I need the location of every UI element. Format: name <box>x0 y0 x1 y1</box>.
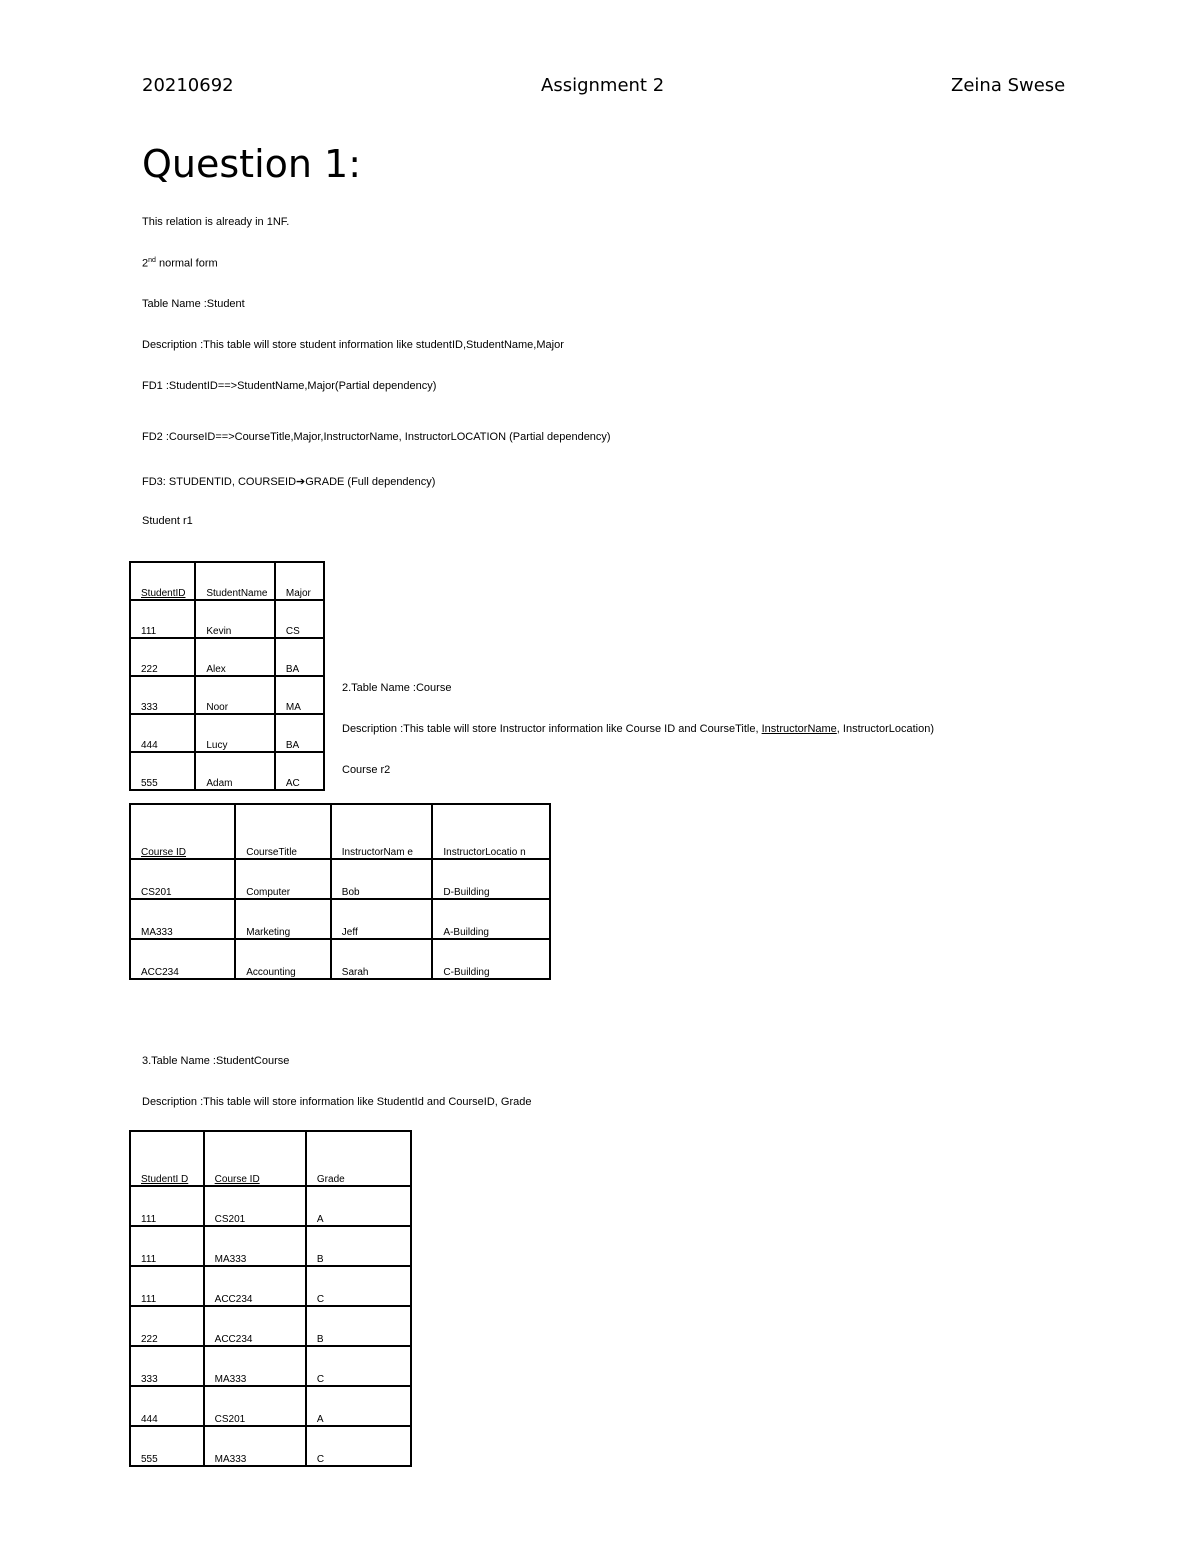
table-row <box>130 1346 411 1386</box>
t1-desc: Description :This table will store student information like studentID,StudentName,Major <box>142 339 564 351</box>
header-cell <box>195 562 275 600</box>
cell-text: B <box>316 1334 324 1345</box>
cell-text: 444 <box>141 1414 158 1425</box>
t2-desc-underlined: InstructorName <box>761 723 837 735</box>
table-cell <box>130 638 195 676</box>
table-cell <box>195 600 275 638</box>
cell-text: 333 <box>141 702 158 713</box>
table-cell <box>130 1306 204 1346</box>
r1-label: Student r1 <box>142 515 193 527</box>
cell-text: 333 <box>141 1374 158 1385</box>
table-cell <box>275 600 324 638</box>
cell-text: CS <box>285 626 300 637</box>
table-cell <box>432 899 550 939</box>
header-cell <box>130 562 195 600</box>
table-cell <box>204 1266 306 1306</box>
cell-text: 111 <box>141 1214 157 1225</box>
table-row <box>130 676 324 714</box>
table-cell <box>306 1346 411 1386</box>
table-header-row <box>130 562 324 600</box>
cell-text: Kevin <box>206 626 232 637</box>
table-row <box>130 638 324 676</box>
fd1: FD1 :StudentID==>StudentName,Major(Partial dependency) <box>142 380 437 392</box>
table-cell <box>275 752 324 790</box>
table-cell <box>130 600 195 638</box>
student-table <box>129 561 325 791</box>
table-cell <box>204 1226 306 1266</box>
cell-text: Adam <box>206 778 233 789</box>
table-cell <box>130 752 195 790</box>
cell-text: CS201 <box>214 1414 246 1425</box>
table-cell <box>235 859 331 899</box>
table-cell <box>235 939 331 979</box>
table-cell <box>204 1426 306 1466</box>
nf2-prefix: 2 <box>142 257 149 270</box>
nf2-line <box>142 257 218 270</box>
cell-text: Bob <box>341 887 360 898</box>
t2-desc <box>342 723 934 735</box>
cell-text: Jeff <box>341 927 358 938</box>
table-cell <box>432 859 550 899</box>
course-table <box>129 803 551 980</box>
cell-text: Marketing <box>246 927 291 938</box>
t3-desc: Description :This table will store information like StudentId and CourseID, Grade <box>142 1096 532 1108</box>
cell-text: ACC234 <box>214 1334 253 1345</box>
cell-text: MA333 <box>214 1254 247 1265</box>
table-cell <box>275 676 324 714</box>
cell-text: 222 <box>141 1334 158 1345</box>
cell-text: Noor <box>206 702 229 713</box>
table-cell <box>306 1306 411 1346</box>
table-cell <box>235 899 331 939</box>
cell-text: 222 <box>141 664 158 675</box>
cell-text: C <box>316 1454 325 1465</box>
table-cell <box>195 714 275 752</box>
header-title: Assignment 2 <box>541 75 665 96</box>
t3-name: 3.Table Name :StudentCourse <box>142 1055 290 1067</box>
cell-text: StudentID <box>141 588 186 599</box>
table-cell <box>275 638 324 676</box>
cell-text: CS201 <box>141 887 172 898</box>
cell-text: Accounting <box>246 967 296 978</box>
table-row <box>130 1386 411 1426</box>
table-cell <box>432 939 550 979</box>
cell-text: 555 <box>141 1454 158 1465</box>
cell-text: 111 <box>141 1254 157 1265</box>
r2-label: Course r2 <box>342 764 391 776</box>
cell-text: MA333 <box>214 1454 247 1465</box>
cell-text: Grade <box>316 1174 345 1185</box>
nf2-sup: nd <box>148 257 156 264</box>
table-cell <box>130 1426 204 1466</box>
header-cell <box>235 804 331 859</box>
cell-text: 111 <box>141 626 157 637</box>
cell-text: CS201 <box>214 1214 246 1225</box>
header-cell <box>130 804 235 859</box>
table-cell <box>275 714 324 752</box>
cell-text: A-Building <box>443 927 489 938</box>
cell-text: BA <box>285 664 300 675</box>
table-cell <box>306 1386 411 1426</box>
cell-text: MA333 <box>141 927 173 938</box>
table-cell <box>306 1266 411 1306</box>
table-row <box>130 714 324 752</box>
t2-desc-b: , InstructorLocation) <box>836 723 935 735</box>
cell-text: InstructorLocatio n <box>443 847 526 858</box>
cell-text: Course ID <box>214 1174 260 1185</box>
table-row <box>130 1306 411 1346</box>
cell-text: Computer <box>246 887 291 898</box>
table-cell <box>204 1346 306 1386</box>
table-cell <box>195 638 275 676</box>
table-row <box>130 1266 411 1306</box>
table-cell <box>306 1426 411 1466</box>
header-id: 20210692 <box>142 75 234 96</box>
table-cell <box>195 752 275 790</box>
cell-text: C <box>316 1374 325 1385</box>
cell-text: AC <box>285 778 300 789</box>
table-cell <box>130 859 235 899</box>
table-cell <box>331 859 433 899</box>
header-cell <box>275 562 324 600</box>
table-cell <box>130 1186 204 1226</box>
t1-name: Table Name :Student <box>142 298 245 310</box>
t2-desc-a: Description :This table will store Instructor information like Course ID and CourseTitle, <box>342 723 762 735</box>
header-author: Zeina Swese <box>951 75 1066 96</box>
cell-text: BA <box>285 740 300 751</box>
cell-text: MA333 <box>214 1374 247 1385</box>
page-title: Question 1: <box>142 142 362 186</box>
header-cell <box>331 804 433 859</box>
table-cell <box>130 714 195 752</box>
cell-text: Sarah <box>341 967 369 978</box>
header-cell <box>432 804 550 859</box>
cell-text: InstructorNam e <box>341 847 413 858</box>
cell-text: 111 <box>141 1294 157 1305</box>
nf2-suffix: normal form <box>155 257 218 270</box>
table-cell <box>331 939 433 979</box>
cell-text: CourseTitle <box>246 847 297 858</box>
cell-text: MA <box>285 702 301 713</box>
t2-name: 2.Table Name :Course <box>342 682 452 694</box>
header-cell <box>130 1131 204 1186</box>
table-row <box>130 1186 411 1226</box>
cell-text: ACC234 <box>214 1294 253 1305</box>
fd2: FD2 :CourseID==>CourseTitle,Major,InstructorName, InstructorLOCATION (Partial dependency) <box>142 431 611 443</box>
table-cell <box>204 1186 306 1226</box>
table-row <box>130 939 550 979</box>
table-row <box>130 859 550 899</box>
table-cell <box>130 1386 204 1426</box>
table-cell <box>130 1226 204 1266</box>
cell-text: B <box>316 1254 324 1265</box>
table-header-row <box>130 804 550 859</box>
table-cell <box>306 1186 411 1226</box>
table-row <box>130 752 324 790</box>
table-cell <box>130 676 195 714</box>
table-row <box>130 1426 411 1466</box>
table-cell <box>130 1266 204 1306</box>
cell-text: ACC234 <box>141 967 179 978</box>
header-cell <box>204 1131 306 1186</box>
cell-text: Lucy <box>206 740 228 751</box>
cell-text: 555 <box>141 778 158 789</box>
table-cell <box>306 1226 411 1266</box>
cell-text: C-Building <box>443 967 490 978</box>
studentcourse-table <box>129 1130 412 1467</box>
cell-text: Alex <box>206 664 226 675</box>
cell-text: A <box>316 1414 324 1425</box>
table-cell <box>204 1386 306 1426</box>
cell-text: 444 <box>141 740 158 751</box>
cell-text: A <box>316 1214 324 1225</box>
table-cell <box>204 1306 306 1346</box>
table-cell <box>130 1346 204 1386</box>
nf1-line: This relation is already in 1NF. <box>142 216 290 228</box>
table-row <box>130 899 550 939</box>
cell-text: C <box>316 1294 325 1305</box>
table-row <box>130 1226 411 1266</box>
cell-text: StudentI D <box>141 1174 189 1185</box>
table-header-row <box>130 1131 411 1186</box>
cell-text: Course ID <box>141 847 187 858</box>
cell-text: D-Building <box>443 887 490 898</box>
fd3: FD3: STUDENTID, COURSEID➔GRADE (Full dependency) <box>142 476 436 488</box>
table-cell <box>195 676 275 714</box>
cell-text: Major <box>285 588 311 599</box>
table-row <box>130 600 324 638</box>
table-cell <box>130 899 235 939</box>
header-cell <box>306 1131 411 1186</box>
table-cell <box>130 939 235 979</box>
table-cell <box>331 899 433 939</box>
cell-text: StudentName <box>206 588 268 599</box>
